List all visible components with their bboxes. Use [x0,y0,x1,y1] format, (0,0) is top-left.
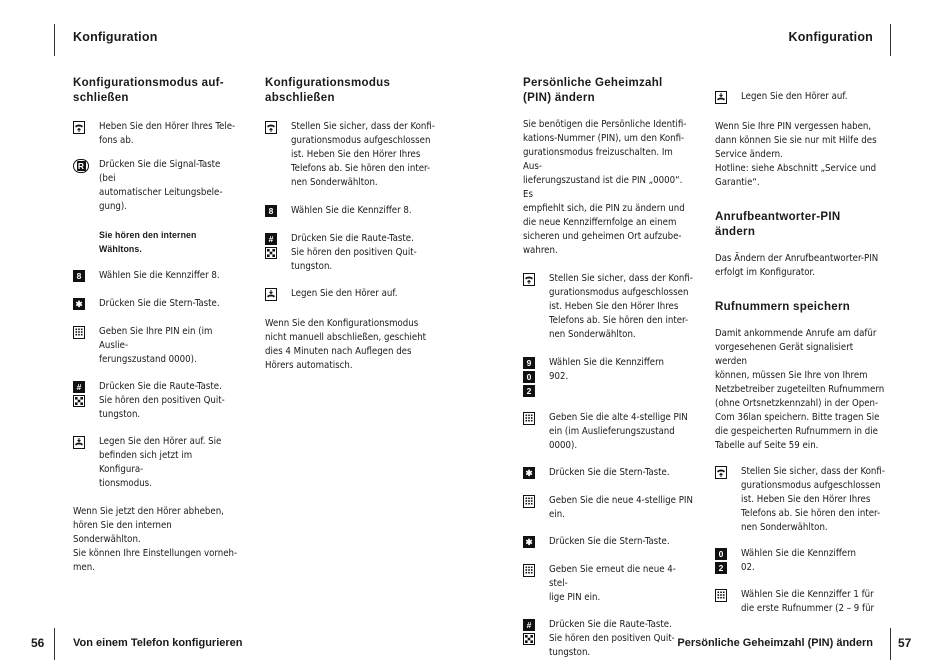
header-left-title: Konfiguration [73,30,158,44]
key-2-icon: 2 [523,385,535,397]
step-star-key: ✱ Drücken Sie die Stern-Taste. [73,297,238,312]
step-signal-key: R Drücken Sie die Signal-Taste (bei automatischer Leitungsbele- gung). [73,158,238,214]
key-9-icon: 9 [523,357,535,369]
hash-key-icon: # [523,619,535,631]
bottom-right-rule [890,628,891,660]
key-0-icon: 0 [715,548,727,560]
key-2-icon: 2 [715,562,727,574]
column-3 [523,76,693,660]
keypad-icon [715,589,727,602]
step-code-02: 0 2 Wählen Sie die Kennziffern 02. [715,547,885,576]
section-heading-save-numbers: Rufnummern speichern [715,301,851,313]
step-old-pin: Geben Sie die alte 4-stellige PIN ein (im Auslieferungszustand 0000). [523,411,693,453]
step-star-key: ✱ Drücken Sie die Stern-Taste. [523,466,693,481]
paragraph-auto-lock: Wenn Sie den Konfigurationsmodus nicht manuell abschließen, geschieht dies 4 Minuten nach Auflegen des Hörers automatisch. [265,318,427,371]
step-ensure-unlocked: Stellen Sie sicher, dass der Konfi- gurationsmodus aufgeschlossen ist. Heben Sie den Hörer Ihres Telefons ab. Sie hören den inter- nen Sonderwählton. [715,465,885,535]
step-hang-up: Legen Sie den Hörer auf. [265,287,435,303]
header-right-title: Konfiguration [788,30,873,44]
step-ensure-unlocked: Stellen Sie sicher, dass der Konfi- gurationsmodus aufgeschlossen ist. Heben Sie den Hörer Ihres Telefons ab. Sie hören den inter- nen Sonderwählton. [265,120,435,190]
section-heading-answering-machine-pin: Anrufbeantworter-PIN ändern [715,211,841,238]
handset-off-hook-icon [523,273,535,286]
step-repeat-pin: Geben Sie erneut die neue 4-stel- lige PIN ein. [523,563,693,605]
handset-hang-up-icon [265,288,277,301]
hash-key-icon: # [73,381,85,393]
top-right-rule [890,24,891,56]
keypad-icon [523,564,535,577]
step-code-8: 8 Wählen Sie die Kennziffer 8. [73,269,238,284]
section-heading-lock: Konfigurationsmodus abschließen [265,77,391,104]
star-key-icon: ✱ [73,298,85,310]
step-lift-handset: Heben Sie den Hörer Ihres Tele- fons ab. [73,120,238,148]
step-ensure-unlocked: Stellen Sie sicher, dass der Konfi- gurationsmodus aufgeschlossen ist. Heben Sie den Hörer Ihres Telefons ab. Sie hören den inter- nen Sonderwählton. [523,272,693,342]
page-number-left: 56 [31,636,45,650]
paragraph-pin-intro: Sie benötigen die Persönliche Identifi- kations-Nummer (PIN), um den Konfi- gurationsmodus freizuschalten. Im Aus- lieferungszustand ist die PIN „0000“. Es empfiehlt sich, die PIN zu ändern und die neue Kennziffernfolge an einem sicheren und geheimen Ort aufzube- wahren. [523,119,687,256]
footer-left-text: Von einem Telefon konfigurieren [73,637,243,649]
star-key-icon: ✱ [523,536,535,548]
confirmation-tone-icon [523,633,535,645]
handset-off-hook-icon [73,121,85,134]
column-4 [715,90,885,616]
key-8-icon: 8 [73,270,85,282]
star-key-icon: ✱ [523,467,535,479]
note-internal-tone: Sie hören den internen Wähltons. [99,230,197,254]
hash-key-icon: # [265,233,277,245]
signal-key-r-icon: R [73,159,89,173]
paragraph-save-numbers: Damit ankommende Anrufe am dafür vorgesehenen Gerät signalisiert werden können, müssen Sie Ihre von Ihrem Netzbetreiber zugeteilten Rufnummern (ohne Ortsnetzkennzahl) in der Open- Com 36lan speichern. Bitte tragen Sie die gespeicherten Rufnummern in die Tabelle auf Seite 59 ein. [715,328,885,451]
step-hash-key: # Drücken Sie die Raute-Taste. Sie hören den positiven Quit- tungston. [265,232,435,274]
footer-right-text: Persönliche Geheimzahl (PIN) ändern [677,637,873,649]
key-0-icon: 0 [523,371,535,383]
handset-hang-up-icon [73,436,85,449]
keypad-icon [73,326,85,339]
section-heading-change-pin: Persönliche Geheimzahl (PIN) ändern [523,77,663,104]
paragraph-settings: Wenn Sie jetzt den Hörer abheben, hören Sie den internen Sonderwählton. Sie können Ihre Einstellungen vorneh- men. [73,506,238,573]
page-number-right: 57 [898,636,912,650]
confirmation-tone-icon [73,395,85,407]
keypad-icon [523,412,535,425]
bottom-left-rule [54,628,55,660]
paragraph-answering-machine: Das Ändern der Anrufbeantworter-PIN erfolgt im Konfigurator. [715,253,879,278]
step-hang-up: Legen Sie den Hörer auf. Sie befinden sich jetzt im Konfigura- tionsmodus. [73,435,238,491]
step-hash-key: # Drücken Sie die Raute-Taste. Sie hören den positiven Quit- tungston. [523,618,693,660]
column-2 [265,76,435,373]
confirmation-tone-icon [265,247,277,259]
step-enter-pin: Geben Sie Ihre PIN ein (im Auslie- ferungszustand 0000). [73,325,238,367]
step-code-8: 8 Wählen Sie die Kennziffer 8. [265,204,435,219]
key-8-icon: 8 [265,205,277,217]
handset-off-hook-icon [265,121,277,134]
step-new-pin: Geben Sie die neue 4-stellige PIN ein. [523,494,693,522]
handset-hang-up-icon [715,91,727,104]
top-left-rule [54,24,55,56]
column-1 [73,76,238,575]
step-hang-up: Legen Sie den Hörer auf. [715,90,885,106]
handset-off-hook-icon [715,466,727,479]
step-hash-key: # Drücken Sie die Raute-Taste. Sie hören den positiven Quit- tungston. [73,380,238,422]
step-code-902: 9 0 2 Wählen Sie die Kennziffern 902. [523,356,693,399]
keypad-icon [523,495,535,508]
section-heading-unlock: Konfigurationsmodus auf- schließen [73,77,224,104]
step-first-number: Wählen Sie die Kennziffer 1 für die erste Rufnummer (2 – 9 für [715,588,885,616]
step-star-key-2: ✱ Drücken Sie die Stern-Taste. [523,535,693,550]
paragraph-forgot-pin: Wenn Sie Ihre PIN vergessen haben, dann können Sie sie nur mit Hilfe des Service ändern. Hotline: siehe Abschnitt „Service und Garantie“. [715,121,877,188]
